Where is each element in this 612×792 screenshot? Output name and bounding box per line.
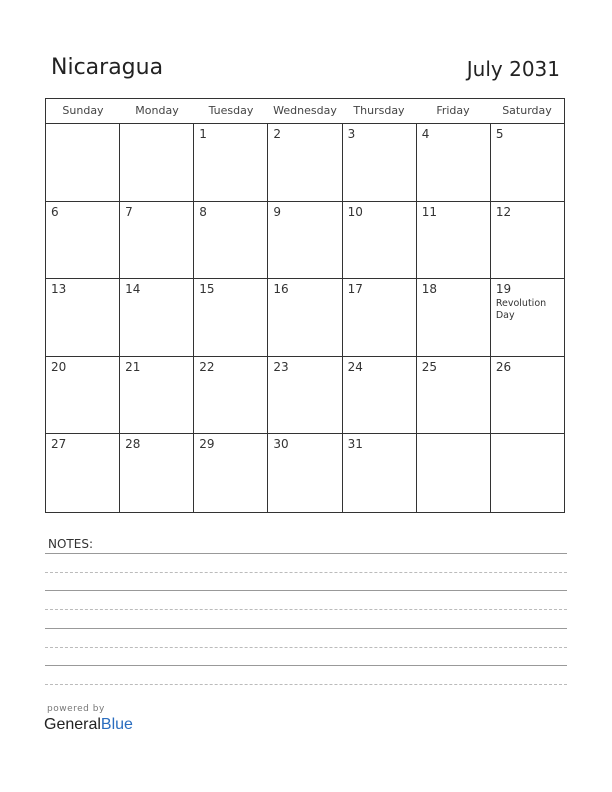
day-number: 1	[199, 127, 207, 141]
weekday-thursday: Thursday	[353, 104, 405, 117]
day-cell	[120, 202, 194, 279]
day-number: 19	[495, 282, 512, 297]
day-number: 31	[347, 437, 363, 452]
day-number: 17	[347, 282, 363, 297]
day-cell	[194, 202, 268, 279]
day-cell	[491, 357, 564, 434]
brand-general: General	[44, 716, 101, 733]
day-number: 3	[347, 127, 356, 141]
holiday-label: Revolution Day	[495, 298, 547, 322]
day-cell	[194, 434, 268, 512]
notes-line	[45, 590, 567, 591]
notes-line	[45, 553, 567, 554]
week-row	[46, 202, 564, 280]
weekday-wednesday: Wednesday	[273, 104, 337, 117]
day-number: 10	[347, 204, 363, 219]
day-number: 13	[51, 282, 67, 297]
day-cell	[194, 279, 268, 356]
day-number: 27	[51, 437, 67, 452]
day-number: 28	[125, 437, 141, 452]
notes-line	[45, 665, 567, 666]
day-number: 29	[199, 437, 215, 452]
day-cell	[417, 357, 491, 434]
day-number: 9	[273, 204, 282, 219]
day-cell	[343, 279, 417, 356]
day-number: 16	[273, 282, 289, 297]
day-cell	[343, 202, 417, 279]
day-cell	[268, 124, 342, 201]
day-cell	[194, 124, 268, 201]
day-number: 8	[199, 204, 207, 219]
day-cell	[46, 279, 120, 356]
weekday-tuesday: Tuesday	[208, 104, 254, 117]
notes-line	[45, 647, 567, 648]
day-number: 22	[199, 359, 215, 374]
day-number: 5	[495, 127, 504, 141]
week-row	[46, 434, 564, 512]
weekday-friday: Friday	[436, 104, 470, 117]
day-cell	[343, 124, 417, 201]
notes-line	[45, 572, 567, 573]
day-cell-holiday	[491, 279, 564, 356]
day-cell	[417, 279, 491, 356]
brand-blue: Blue	[100, 716, 133, 733]
day-cell	[46, 124, 120, 201]
day-cell	[194, 357, 268, 434]
day-cell	[120, 124, 194, 201]
day-cell	[491, 124, 564, 201]
day-cell	[343, 434, 417, 512]
day-cell	[120, 434, 194, 512]
notes-label: NOTES:	[48, 537, 93, 551]
day-number: 18	[421, 282, 437, 297]
day-cell	[491, 202, 564, 279]
day-cell	[343, 357, 417, 434]
day-number: 6	[51, 204, 59, 219]
day-number: 26	[495, 359, 512, 374]
weekday-monday: Monday	[135, 104, 179, 117]
weekday-header-row	[46, 99, 564, 124]
day-number: 30	[273, 437, 289, 452]
day-number: 24	[347, 359, 363, 374]
day-cell	[120, 279, 194, 356]
day-cell	[417, 124, 491, 201]
week-row	[46, 124, 564, 202]
generalblue-logo	[44, 716, 133, 734]
notes-line	[45, 609, 567, 610]
day-number: 14	[125, 282, 141, 297]
notes-line	[45, 628, 567, 629]
day-cell	[268, 357, 342, 434]
day-number: 15	[199, 282, 215, 297]
weekday-sunday: Sunday	[62, 104, 104, 117]
day-number: 21	[125, 359, 141, 374]
day-number: 7	[125, 204, 133, 219]
day-cell	[417, 202, 491, 279]
powered-by-text: powered by	[47, 704, 105, 714]
day-cell	[491, 434, 564, 512]
day-cell	[268, 434, 342, 512]
day-cell	[46, 357, 120, 434]
calendar-grid	[45, 98, 565, 513]
day-cell	[46, 434, 120, 512]
day-cell	[268, 202, 342, 279]
day-number: 11	[421, 204, 437, 219]
day-number: 2	[273, 127, 282, 141]
day-number: 25	[421, 359, 437, 374]
day-number: 4	[421, 127, 430, 141]
notes-line	[45, 684, 567, 685]
day-cell	[268, 279, 342, 356]
day-number: 12	[495, 204, 512, 219]
weekday-saturday: Saturday	[502, 104, 552, 117]
day-cell	[46, 202, 120, 279]
month-title: July 2031	[466, 57, 560, 81]
country-title: Nicaragua	[51, 55, 164, 80]
day-cell	[120, 357, 194, 434]
day-number: 23	[273, 359, 289, 374]
week-row	[46, 279, 564, 357]
day-cell	[417, 434, 491, 512]
day-number: 20	[51, 359, 67, 374]
week-row	[46, 357, 564, 435]
